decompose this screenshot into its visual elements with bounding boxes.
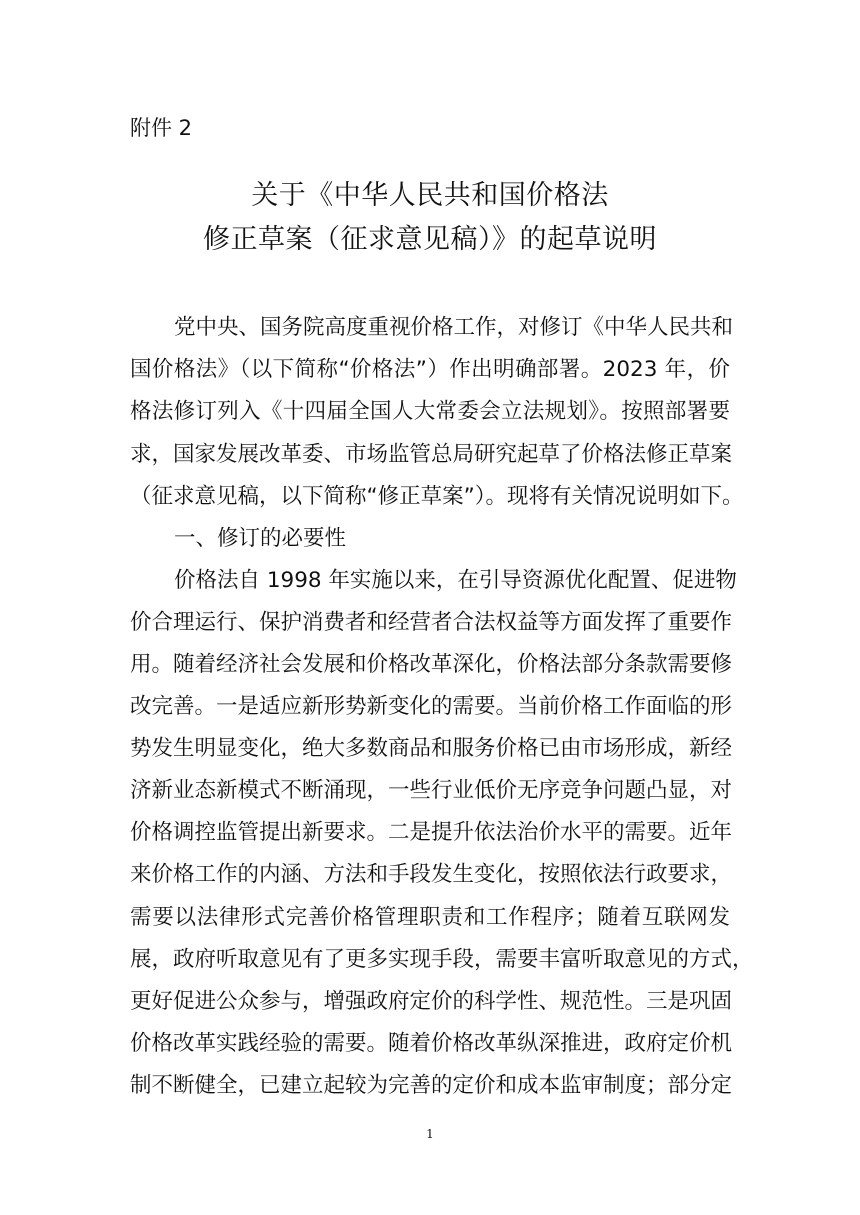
paragraph-2-line-3: 用。随着经济社会发展和价格改革深化，价格法部分条款需要修	[130, 652, 733, 677]
paragraph-2-line-4: 改完善。一是适应新形势新变化的需要。当前价格工作面临的形	[130, 694, 733, 719]
section-heading: 一、修订的必要性	[174, 526, 347, 551]
paragraph-1-line-3: 格法修订列入《十四届全国人大常委会立法规划》。按照部署要	[130, 399, 730, 424]
paragraph-1-line-2: 国价格法》（以下简称“价格法”）作出明确部署。2023 年，价	[130, 357, 730, 382]
paragraph-2-line-13: 制不断健全，已建立起较为完善的定价和成本监审制度；部分定	[130, 1073, 733, 1098]
paragraph-1-line-5: （征求意见稿，以下简称“修正草案”）。现将有关情况说明如下。	[130, 484, 744, 509]
paragraph-2-line-6: 济新业态新模式不断涌现，一些行业低价无序竞争问题凸显，对	[130, 778, 733, 803]
paragraph-2-line-10: 展，政府听取意见有了更多实现手段，需要丰富听取意见的方式，	[130, 947, 754, 972]
paragraph-2-line-5: 势发生明显变化，绝大多数商品和服务价格已由市场形成，新经	[130, 736, 733, 761]
paragraph-2-line-7: 价格调控监管提出新要求。二是提升依法治价水平的需要。近年	[130, 820, 733, 845]
document-title-line-2: 修正草案（征求意见稿）》的起草说明	[203, 224, 657, 255]
paragraph-2-line-2: 价合理运行、保护消费者和经营者合法权益等方面发挥了重要作	[130, 610, 733, 635]
paragraph-2-line-1: 价格法自 1998 年实施以来，在引导资源优化配置、促进物	[174, 568, 737, 593]
page-number: 1	[426, 1127, 434, 1141]
attachment-label: 附件 2	[130, 116, 193, 140]
paragraph-1-line-1: 党中央、国务院高度重视价格工作，对修订《中华人民共和	[174, 315, 734, 340]
paragraph-2-line-11: 更好促进公众参与，增强政府定价的科学性、规范性。三是巩固	[130, 989, 733, 1014]
paragraph-1-line-4: 求，国家发展改革委、市场监管总局研究起草了价格法修正草案	[130, 442, 733, 467]
paragraph-2-line-12: 价格改革实践经验的需要。随着价格改革纵深推进，政府定价机	[130, 1031, 733, 1056]
paragraph-2-line-9: 需要以法律形式完善价格管理职责和工作程序；随着互联网发	[130, 905, 730, 930]
paragraph-2-line-8: 来价格工作的内涵、方法和手段发生变化，按照依法行政要求，	[130, 862, 733, 887]
document-title-line-1: 关于《中华人民共和国价格法	[251, 180, 609, 211]
